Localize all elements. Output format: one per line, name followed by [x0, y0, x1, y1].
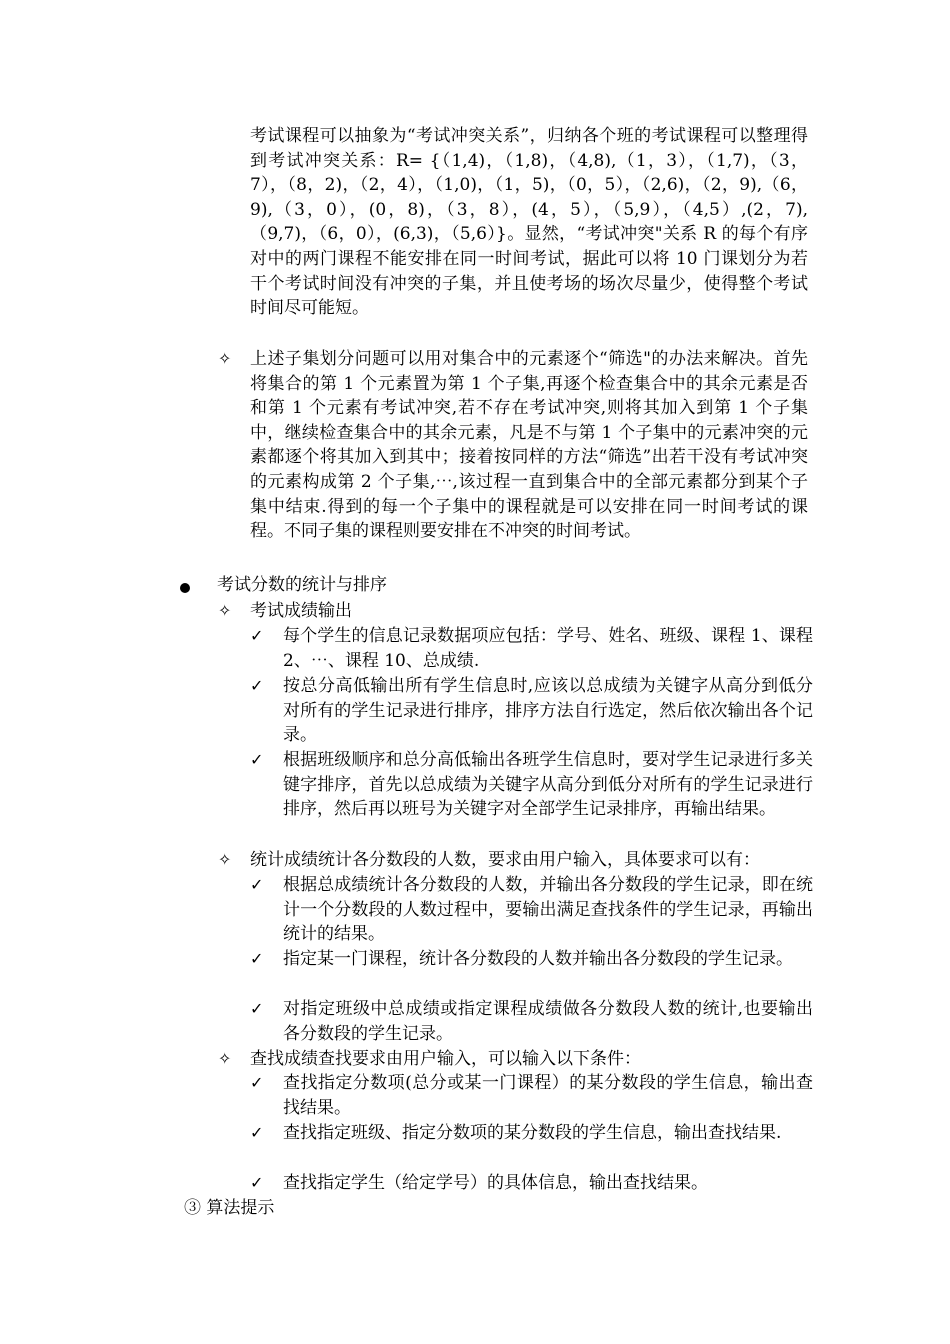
check-bullet-icon: ✓	[250, 999, 264, 1018]
list-item: 对指定班级中总成绩或指定课程成绩做各分数段人数的统计,也要输出各分数段的学生记录。	[283, 999, 813, 1044]
search-title: 查找成绩查找要求由用户输入，可以输入以下条件：	[250, 1049, 641, 1069]
stats-title: 统计成绩统计各分数段的人数，要求由用户输入，具体要求可以有：	[250, 850, 760, 870]
list-item: 查找指定班级、指定分数项的某分数段的学生信息，输出查找结果.	[283, 1123, 782, 1143]
list-item: 查找指定学生（给定学号）的具体信息，输出查找结果。	[283, 1173, 708, 1193]
check-bullet-icon: ✓	[250, 875, 264, 894]
check-bullet-icon: ✓	[250, 626, 264, 645]
check-bullet-icon: ✓	[250, 750, 264, 769]
output-title: 考试成绩输出	[250, 601, 352, 621]
diamond-bullet-icon: ✧	[218, 850, 232, 869]
check-bullet-icon: ✓	[250, 1073, 264, 1092]
disc-bullet-icon	[180, 576, 190, 601]
section-title: 考试分数的统计与排序	[217, 575, 387, 595]
list-item: 每个学生的信息记录数据项应包括：学号、姓名、班级、课程 1、课程 2、⋯、课程 10、总成绩.	[283, 626, 813, 671]
check-bullet-icon: ✓	[250, 1123, 264, 1142]
list-item: 根据总成绩统计各分数段的人数，并输出各分数段的学生记录，即在统计一个分数段的人数过程中，要输出满足查找条件的学生记录，再输出统计的结果。	[283, 875, 813, 945]
diamond-bullet-icon: ✧	[218, 349, 232, 368]
filter-paragraph: 上述子集划分问题可以用对集合中的元素逐个“筛选"的办法来解决。首先将集合的第 1 个元素置为第 1 个子集,再逐个检查集合中的其余元素是否和第 1 个元素有考试冲突,若不存在考试冲突,则将其加入到第 1 个子集中，继续检查集合中的其余元素，凡是不与第 1 个子集中的元素冲突的元素都逐个将其加入到其中；接着按同样的方法“筛选”出若干没有考试冲突的元素构成第 2 个子集,⋯,该过程一直到集合中的全部元素都分到某个子集中结束.得到的每一个子集中的课程就是可以安排在同一时间考试的课程。不同子集的课程则要安排在不冲突的时间考试。	[250, 349, 808, 542]
list-item: 根据班级顺序和总分高低输出各班学生信息时，要对学生记录进行多关键字排序，首先以总成绩为关键字从高分到低分对所有的学生记录进行排序，然后再以班号为关键字对全部学生记录排序，再输出结果。	[283, 750, 813, 820]
list-item: 指定某一门课程，统计各分数段的人数并输出各分数段的学生记录。	[283, 949, 793, 969]
diamond-bullet-icon: ✧	[218, 1049, 232, 1068]
diamond-bullet-icon: ✧	[218, 601, 232, 620]
check-bullet-icon: ✓	[250, 949, 264, 968]
check-bullet-icon: ✓	[250, 676, 264, 695]
check-bullet-icon: ✓	[250, 1173, 264, 1192]
intro-paragraph: 考试课程可以抽象为“考试冲突关系”，归纳各个班的考试课程可以整理得到考试冲突关系：R= {（1,4)，（1,8)，（4,8),（1，3），（1,7)，（3，7），（8，2)，（2，4），（1,0)，（1，5)，（0，5），（2,6)，（2，9),（6，9),（3，0），(0，8)，（3，8），(4，5），（5,9），（4,5）,(2，7),（9,7)，（6，0），(6,3)，（5,6）}。显然，“考试冲突"关系 R 的每个有序对中的两门课程不能安排在同一时间考试，据此可以将 10 门课划分为若干个考试时间没有冲突的子集，并且使考场的场次尽量少，使得整个考试时间尽可能短。	[250, 126, 808, 319]
algorithm-heading: ③ 算法提示	[184, 1198, 275, 1218]
list-item: 查找指定分数项(总分或某一门课程）的某分数段的学生信息，输出查找结果。	[283, 1073, 813, 1118]
list-item: 按总分高低输出所有学生信息时,应该以总成绩为关键字从高分到低分对所有的学生记录进行排序，排序方法自行选定，然后依次输出各个记录。	[283, 676, 813, 746]
